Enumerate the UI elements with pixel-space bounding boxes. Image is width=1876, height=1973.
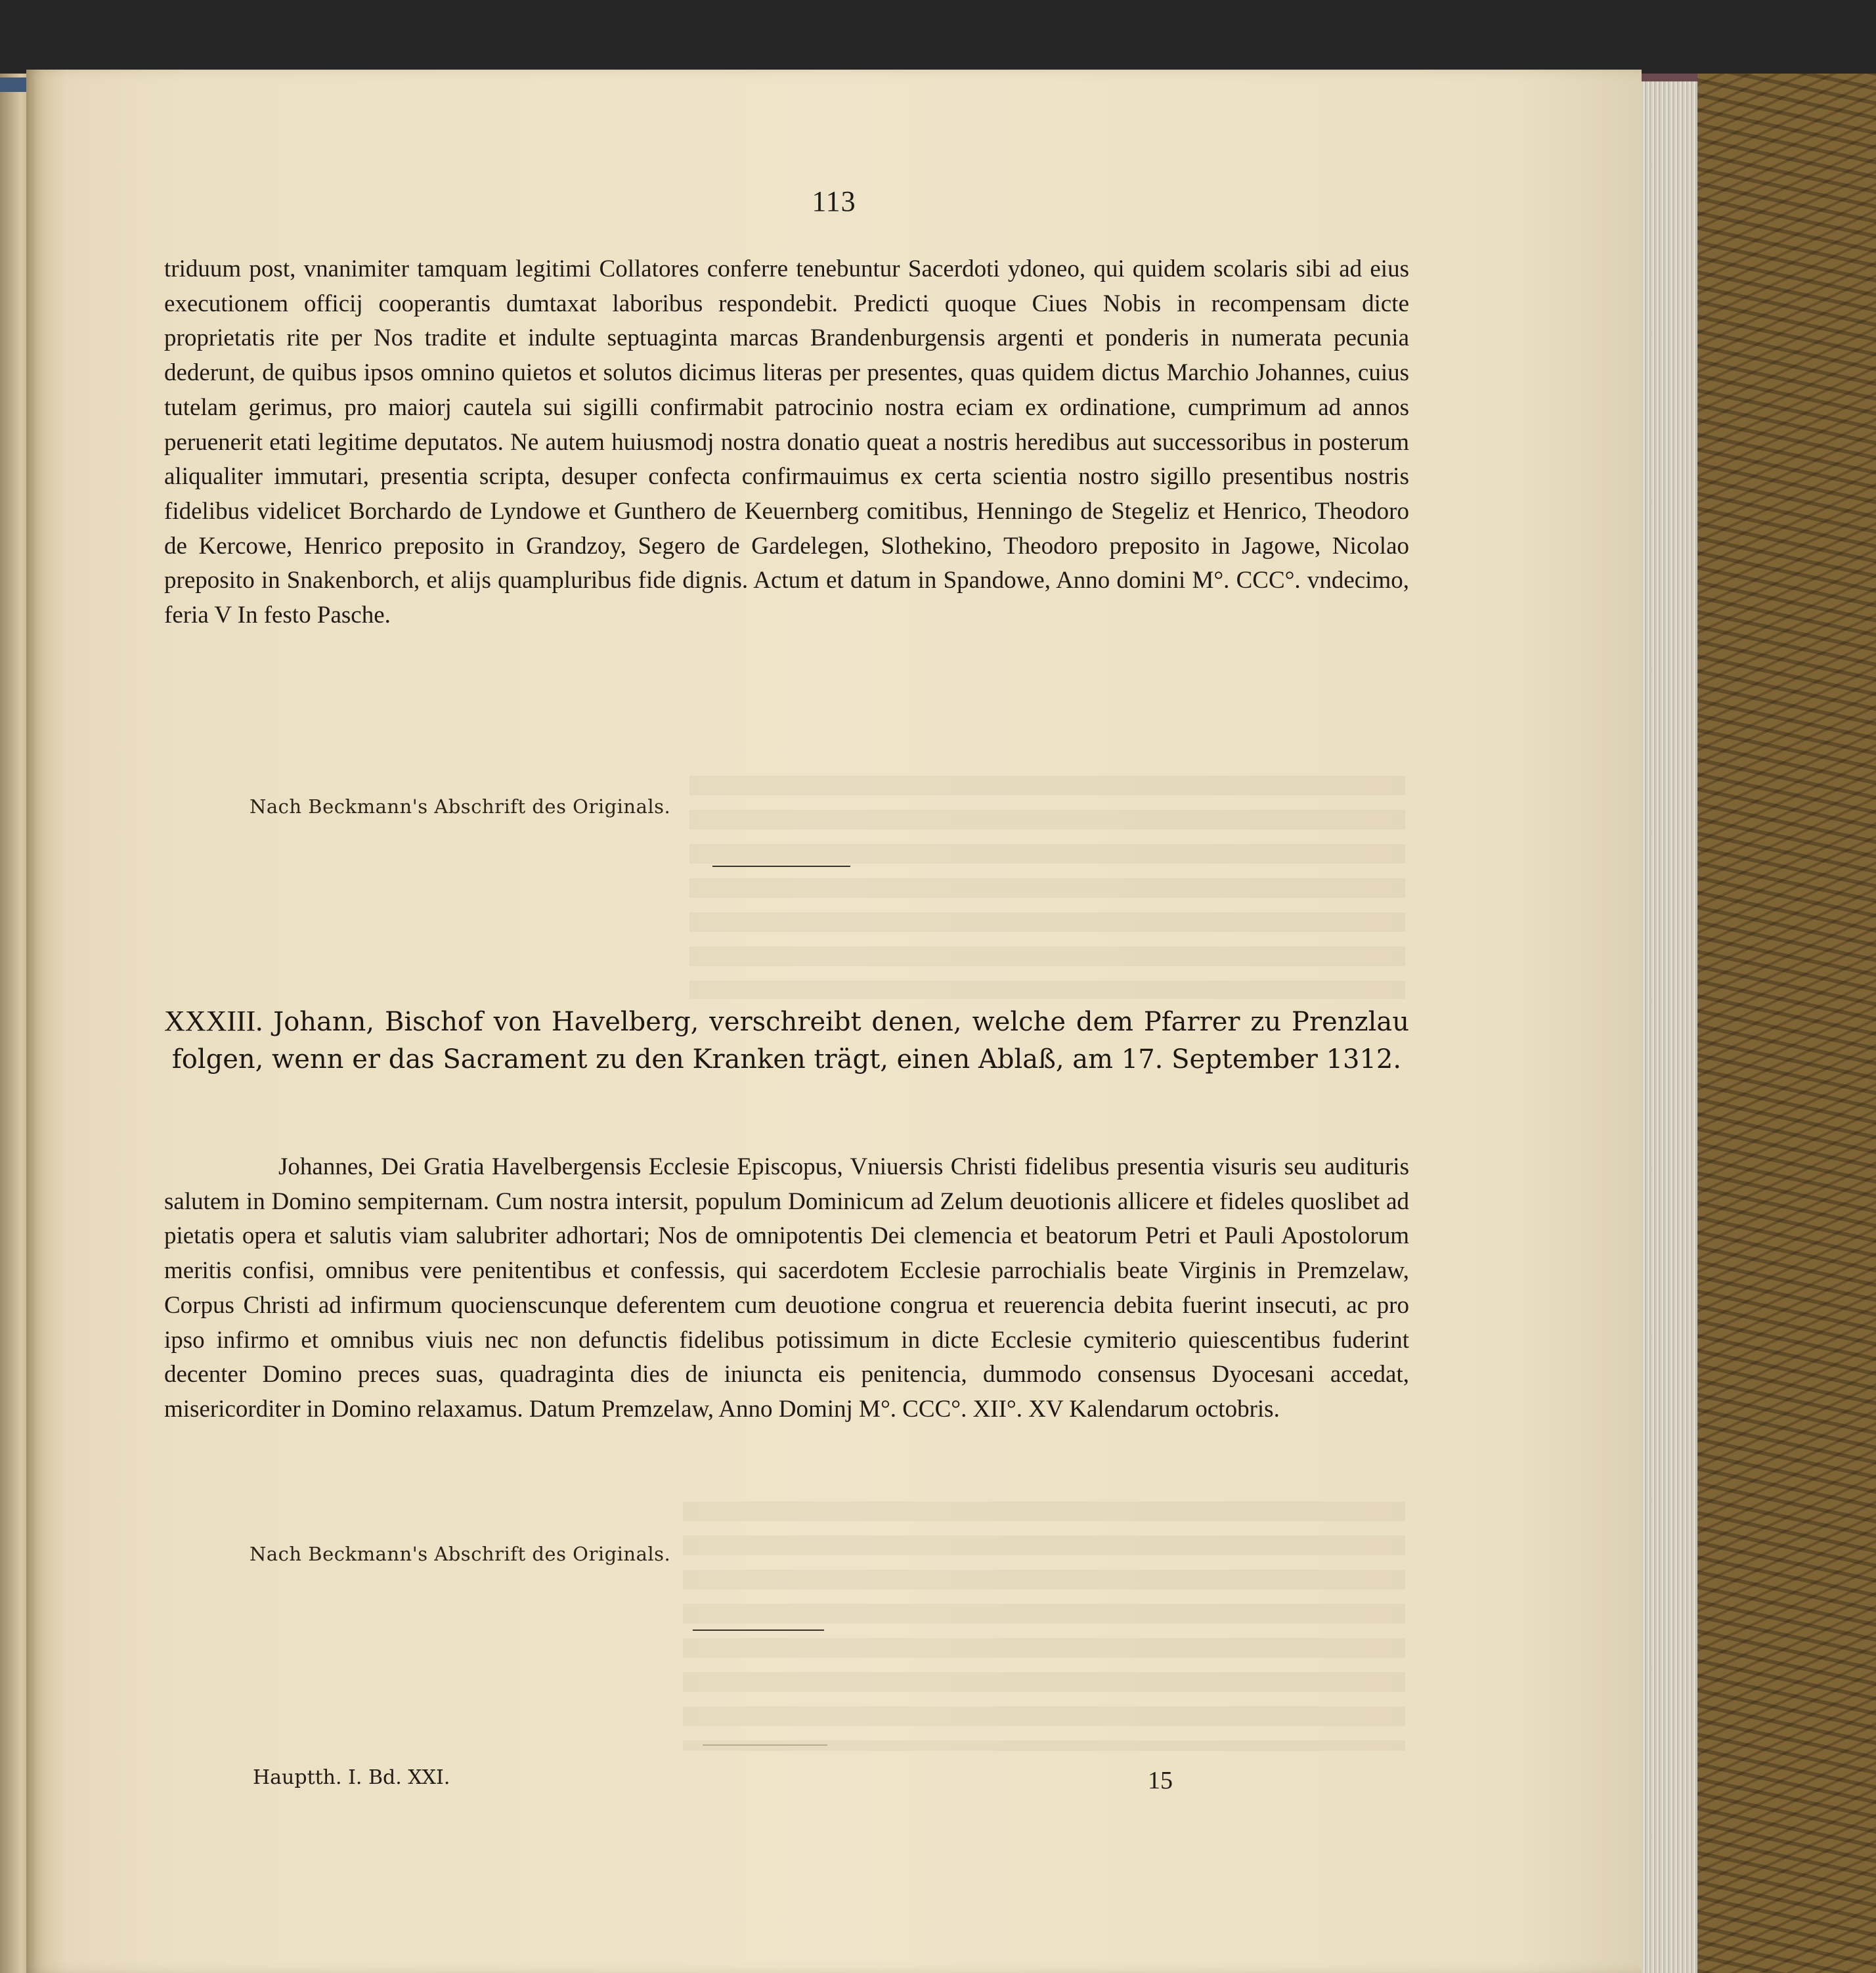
show-through-text bbox=[689, 776, 1405, 999]
paragraph-continued: triduum post, vnanimiter tamquam legitimi Collatores conferre tenebuntur Sacerdoti ydoneo, qui quidem scolaris sibi ad eius executionem officij cooperantis dumtaxat laboribus respondebit. Predicti quoque Ciues Nobis in recompensam dicte proprietatis rite per Nos tradite et indulte septuaginta marcas Brandenburgensis argenti et ponderis in numerata pecunia dederunt, de quibus ipsos omnino quietos et solutos dicimus literas per presentes, quas quidem dictus Marchio Johannes, cuius tutelam gerimus, pro maiorj cautela sui sigilli confirmabit patrocinio nostra eciam ex ordinatione, cumprimum ad annos peruenerit etati legitime deputatos. Ne autem huiusmodj nostra donatio queat a nostris heredibus aut successoribus in posterum aliqualiter immutari, presentia scripta, desuper confecta confirmauimus ex certa scientia nostro sigillo presentibus nostris fidelibus videlicet Borchardo de Lyndowe et Gunthero de Keuernberg comitibus, Henningo de Stegeliz et Henrico, Theodoro de Kercowe, Henrico preposito in Grandzoy, Segero de Gardelegen, Slothekino, Theodoro preposito in Jagowe, Nicolao preposito in Snakenborch, et alijs quampluribus fide dignis. Actum et datum in Spandowe, Anno domini M°. CCC°. vndecimo, feria V In festo Pasche. bbox=[164, 255, 1409, 629]
section-divider bbox=[712, 866, 850, 867]
document-heading bbox=[164, 1002, 1409, 1078]
source-note: Nach Beckmann's Abschrift des Originals. bbox=[250, 1543, 671, 1565]
footer-divider bbox=[703, 1744, 827, 1746]
footer-signature: Hauptth. I. Bd. XXI. bbox=[253, 1766, 450, 1789]
heading-text: Johann, Bischof von Havelberg, verschreibt denen, welche dem Pfarrer zu Prenzlau folgen, wenn er das Sacrament zu den Kranken trägt, einen Ablaß, am 17. September 1312. bbox=[171, 1007, 1410, 1075]
page-number: 113 bbox=[812, 185, 856, 217]
book-page bbox=[26, 70, 1642, 1973]
marbled-cover bbox=[1697, 74, 1876, 1973]
section-divider bbox=[693, 1629, 824, 1631]
show-through-text-lower bbox=[683, 1501, 1405, 1751]
footer-sheet-number: 15 bbox=[1148, 1767, 1173, 1794]
paragraph-main: Johannes, Dei Gratia Havelbergensis Ecclesie Episcopus, Vniuersis Christi fidelibus presentia visuris seu audituris salutem in Domino sempiternam. Cum nostra intersit, populum Dominicum ad Zelum deuotionis allicere et fideles quoslibet ad pietatis opera et salutis viam salubriter adhortari; Nos de omnipotentis Dei clemencia et beatorum Petri et Pauli Apostolorum meritis confisi, omnibus vere penitentibus et confessis, qui sacerdotem Ecclesie parrochialis beate Virginis in Premzelaw, Corpus Christi ad infirmum quocienscunque deferentem cum deuotione congrua et reuerencia debita fuerint insecuti, ac pro ipso infirmo et omnibus viuis nec non defunctis fidelibus potissimum in dicte Ecclesie cymiterio quiescentibus fuderint decenter Domino preces suas, quadraginta dies de iniuncta eis penitencia, dummodo consensus Dyocesani accedat, misericorditer in Domino relaxamus. Datum Premzelaw, Anno Dominj M°. CCC°. XII°. XV Kalendarum octobris. bbox=[164, 1153, 1409, 1423]
source-note: Nach Beckmann's Abschrift des Originals. bbox=[250, 795, 671, 818]
heading-number: XXXIII. bbox=[164, 1005, 263, 1037]
